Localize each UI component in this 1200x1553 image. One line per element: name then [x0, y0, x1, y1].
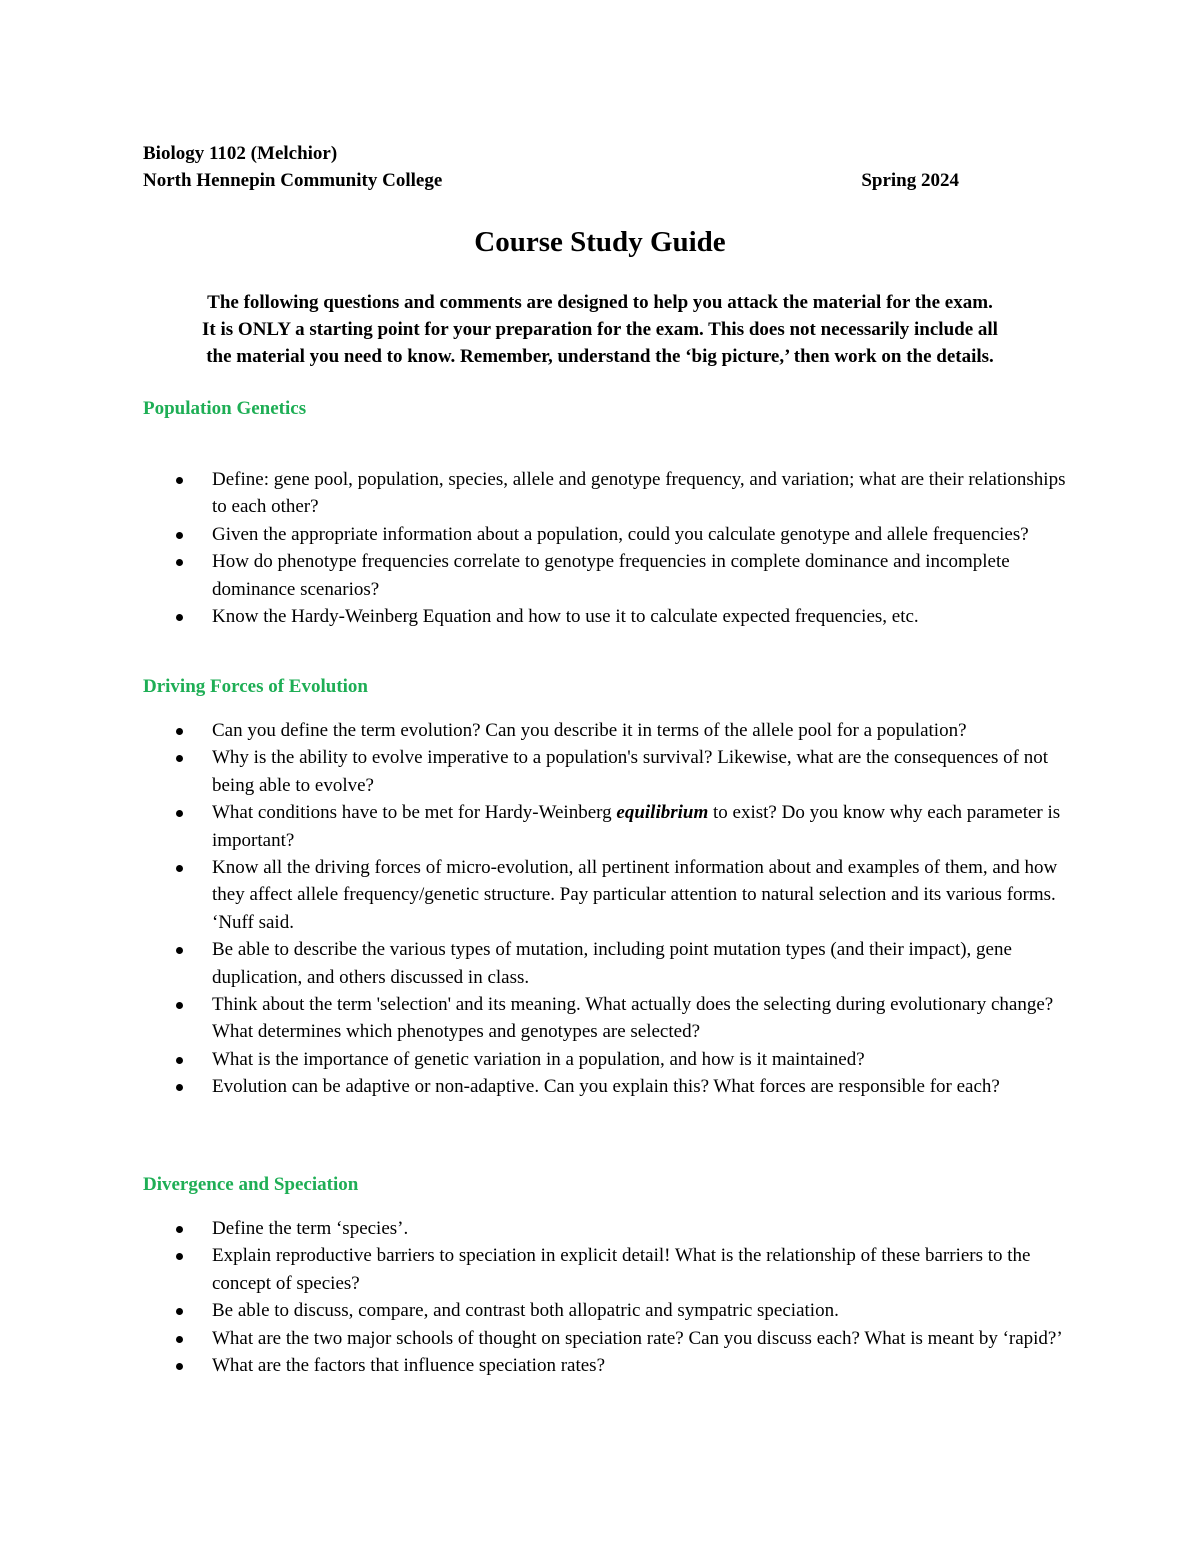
bullet-icon	[176, 532, 183, 539]
list-item-text: Define the term ‘species’.	[212, 1218, 409, 1239]
bullet-icon	[176, 1226, 183, 1233]
course-header	[143, 142, 959, 166]
list-item	[143, 1242, 1073, 1297]
list-item-text: Be able to discuss, compare, and contrast both allopatric and sympatric speciation.	[212, 1300, 839, 1322]
list-item-text: What is the importance of genetic variation in a population, and how is it maintained?	[212, 1048, 865, 1070]
list-item-text: Evolution can be adaptive or non-adaptive. Can you explain this? What forces are responsible for each?	[212, 1076, 1000, 1098]
bullet-icon	[176, 1084, 183, 1091]
bullet-icon	[176, 1057, 183, 1064]
college-name: North Hennepin Community College	[143, 170, 443, 191]
section-heading-driving-forces: Driving Forces of Evolution	[143, 676, 369, 697]
list-item-text: Know the Hardy-Weinberg Equation and how to use it to calculate expected frequencies, etc.	[212, 606, 919, 628]
section-heading-population-genetics: Population Genetics	[143, 398, 307, 419]
college-header	[143, 169, 959, 193]
list-item-text: What are the factors that influence speciation rates?	[212, 1355, 605, 1377]
list-item	[143, 991, 1073, 1046]
list-item	[143, 854, 1073, 936]
term-label: Spring 2024	[861, 170, 959, 191]
bullet-icon	[176, 1308, 183, 1315]
list-item	[143, 548, 1073, 603]
list-item-text: Be able to describe the various types of mutation, including point mutation types (and their impact), gene duplication, and others discussed in class.	[212, 939, 1012, 988]
bullet-icon	[176, 1363, 183, 1370]
list-item	[143, 1325, 1073, 1352]
list-item-text-before: What conditions have to be met for Hardy-Weinberg	[212, 802, 617, 824]
list-item-text: What are the two major schools of thought on speciation rate? Can you discuss each? What is meant by ‘rapid?’	[212, 1327, 1063, 1349]
bullet-icon	[176, 559, 183, 566]
bullet-icon	[176, 1253, 183, 1260]
bullet-list-driving-forces	[143, 717, 1073, 1101]
bullet-icon	[176, 755, 183, 762]
emphasis-equilibrium: equilibrium	[616, 802, 709, 824]
page-title: Course Study Guide	[474, 226, 726, 258]
list-item	[143, 1046, 1073, 1073]
list-item-text: How do phenotype frequencies correlate to genotype frequencies in complete dominance and incomplete dominance scenarios?	[212, 551, 1010, 600]
list-item-text: Given the appropriate information about a population, could you calculate genotype and allele frequencies?	[212, 523, 1029, 545]
list-item-text: Know all the driving forces of micro-evolution, all pertinent information about and examples of them, and how they affect allele frequency/genetic structure. Pay particular attention to natural selection and its various forms. ‘Nuff said.	[212, 857, 1058, 933]
list-item	[143, 799, 1073, 854]
list-item	[143, 1073, 1073, 1100]
list-item-text-after: to exist? Do you know why each parameter is important?	[212, 802, 1061, 851]
list-item-text: Define: gene pool, population, species, allele and genotype frequency, and variation; what are their relationships to each other?	[212, 469, 1066, 518]
list-item	[143, 1352, 1073, 1379]
list-item-text: Think about the term 'selection' and its meaning. What actually does the selecting during evolutionary change? What determines which phenotypes and genotypes are selected?	[212, 994, 1054, 1043]
list-item	[143, 1215, 1073, 1242]
list-item	[143, 466, 1073, 521]
list-item	[143, 717, 1073, 744]
list-item	[143, 521, 1073, 548]
list-item-text: Explain reproductive barriers to speciation in explicit detail! What is the relationship of these barriers to the concept of species?	[212, 1245, 1031, 1294]
bullet-icon	[176, 865, 183, 872]
bullet-icon	[176, 1002, 183, 1009]
bullet-list-population-genetics	[143, 466, 1073, 630]
bullet-list-divergence-speciation	[143, 1215, 1073, 1379]
bullet-icon	[176, 810, 183, 817]
course-name: Biology 1102 (Melchior)	[143, 143, 338, 164]
intro-paragraph	[130, 289, 1070, 370]
intro-line: The following questions and comments are designed to help you attack the material for the exam.	[207, 292, 993, 313]
list-item-text: Why is the ability to evolve imperative to a population's survival? Likewise, what are the consequences of not being able to evolve?	[212, 747, 1049, 796]
section-heading-divergence-speciation: Divergence and Speciation	[143, 1174, 359, 1195]
bullet-icon	[176, 947, 183, 954]
intro-line: the material you need to know. Remember, understand the ‘big picture,’ then work on the details.	[206, 346, 994, 367]
list-item-text: Can you define the term evolution? Can you describe it in terms of the allele pool for a population?	[212, 720, 967, 741]
list-item	[143, 1297, 1073, 1324]
list-item	[143, 744, 1073, 799]
bullet-icon	[176, 477, 183, 484]
list-item	[143, 936, 1073, 991]
bullet-icon	[176, 1336, 183, 1343]
intro-line: It is ONLY a starting point for your preparation for the exam. This does not necessarily include all	[202, 319, 998, 340]
bullet-icon	[176, 614, 183, 621]
list-item	[143, 603, 1073, 630]
bullet-icon	[176, 728, 183, 735]
